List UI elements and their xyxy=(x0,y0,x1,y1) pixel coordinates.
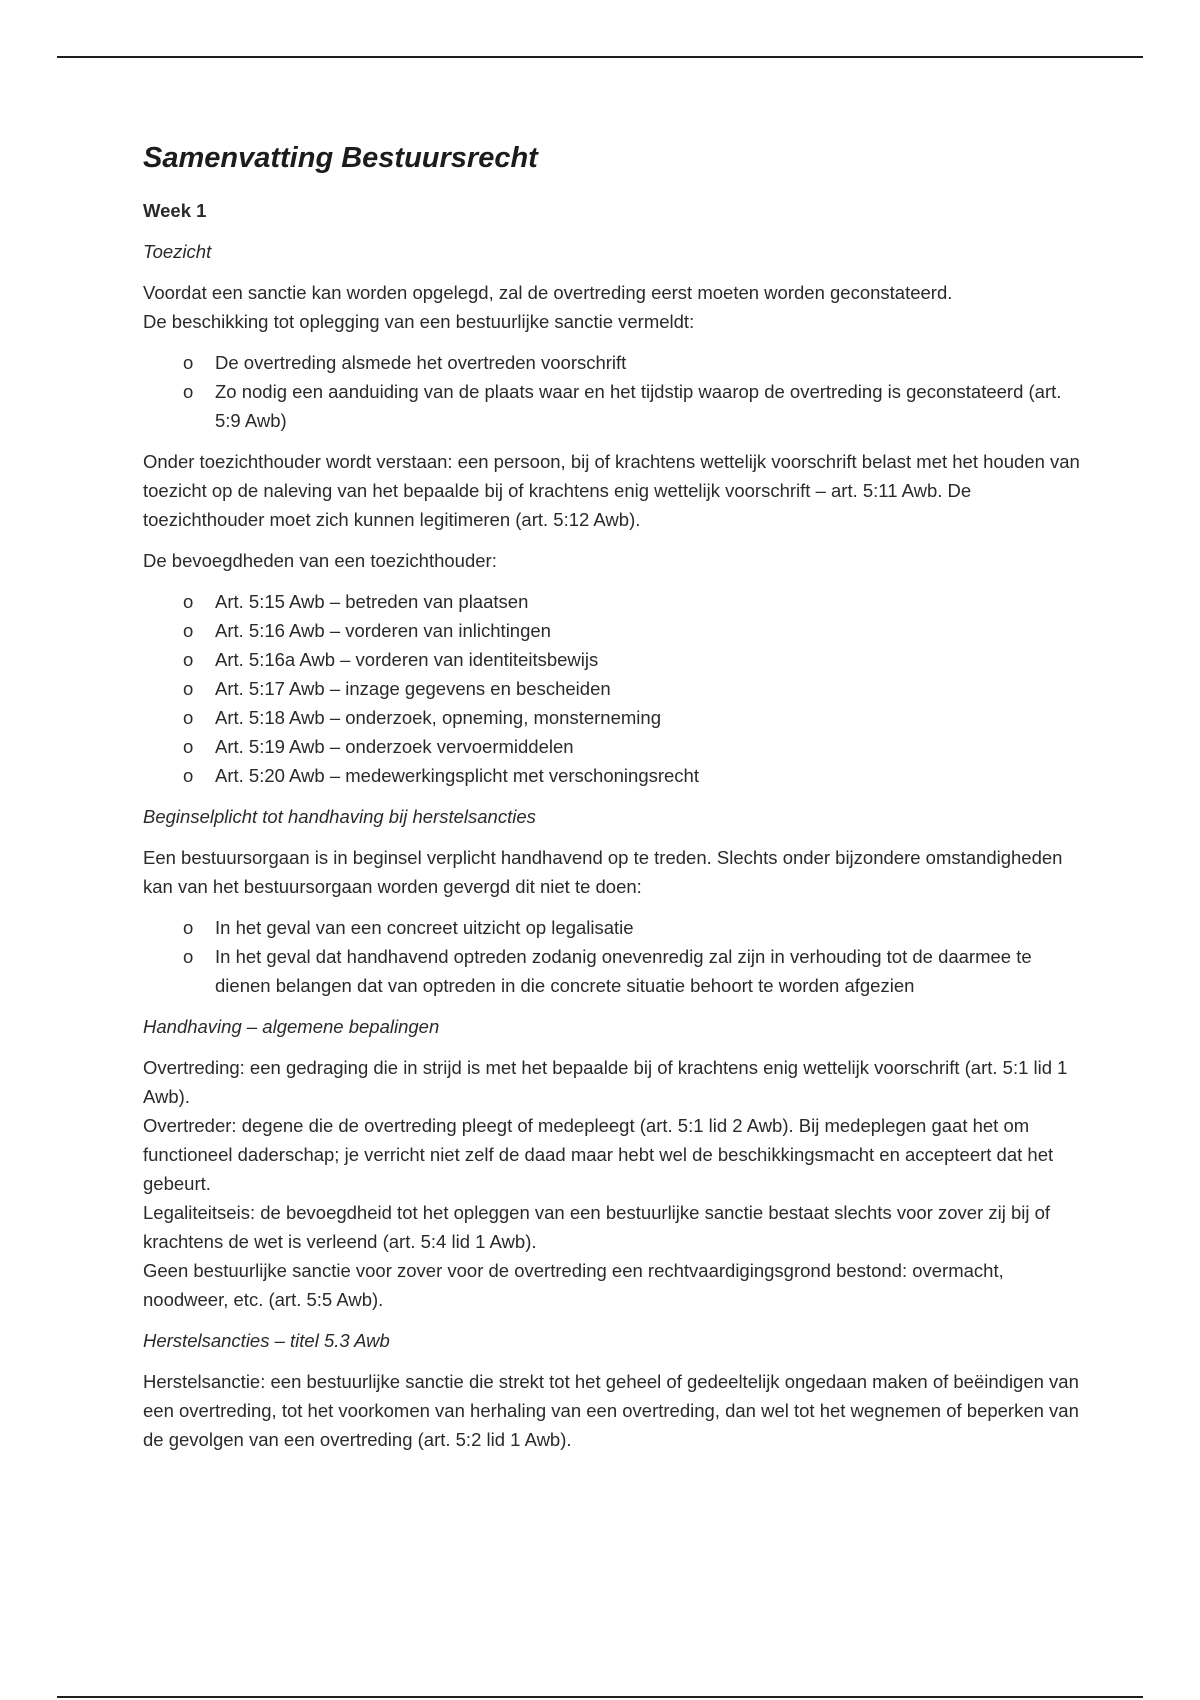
bullet-list xyxy=(143,913,1083,1000)
page-bottom-rule xyxy=(57,1696,1143,1698)
list-item: o Art. 5:16 Awb – vorderen van inlichtingen xyxy=(183,616,1083,645)
section-heading-beginselplicht: Beginselplicht tot handhaving bij herstelsancties xyxy=(143,806,536,827)
paragraph: Herstelsanctie: een bestuurlijke sanctie die strekt tot het geheel of gedeeltelijk ongedaan maken of beëindigen van een overtreding, tot het voorkomen van herhaling van een overtreding, dan wel tot het wegnemen of beperken van de gevolgen van een overtreding (art. 5:2 lid 1 Awb). xyxy=(143,1371,1079,1450)
document-page xyxy=(143,138,1083,1466)
paragraph xyxy=(143,278,1083,336)
bullet-icon: o xyxy=(183,765,194,786)
section-heading-toezicht: Toezicht xyxy=(143,241,212,262)
list-item: o In het geval dat handhavend optreden zodanig onevenredig zal zijn in verhouding tot de daarmee te dienen belangen dat van optreden in die concrete situatie behoort te worden afgezien xyxy=(183,942,1083,1000)
bullet-icon: o xyxy=(183,917,194,938)
paragraph: Een bestuursorgaan is in beginsel verplicht handhavend op te treden. Slechts onder bijzondere omstandigheden kan van het bestuursorgaan worden gevergd dit niet te doen: xyxy=(143,847,1063,897)
paragraph-line: De beschikking tot oplegging van een bestuurlijke sanctie vermeldt: xyxy=(143,311,695,332)
paragraph: De bevoegdheden van een toezichthouder: xyxy=(143,550,497,571)
bullet-icon: o xyxy=(183,620,194,641)
list-item: o Art. 5:17 Awb – inzage gegevens en bescheiden xyxy=(183,674,1083,703)
paragraph: Overtreder: degene die de overtreding pleegt of medepleegt (art. 5:1 lid 2 Awb). Bij medeplegen gaat het om functioneel daderschap; je verricht niet zelf de daad maar hebt wel de beschikkingsmacht en accepteert dat het gebeurt. xyxy=(143,1115,1054,1194)
list-item: o Art. 5:15 Awb – betreden van plaatsen xyxy=(183,587,1083,616)
bullet-icon: o xyxy=(183,591,194,612)
list-item: o Art. 5:18 Awb – onderzoek, opneming, monsterneming xyxy=(183,703,1083,732)
bullet-icon: o xyxy=(183,946,194,967)
page-top-rule xyxy=(57,56,1143,58)
list-item: o Art. 5:19 Awb – onderzoek vervoermiddelen xyxy=(183,732,1083,761)
paragraph-line: Voordat een sanctie kan worden opgelegd, zal de overtreding eerst moeten worden geconstateerd. xyxy=(143,282,953,303)
paragraph: Legaliteitseis: de bevoegdheid tot het opleggen van een bestuurlijke sanctie bestaat slechts voor zover zij bij of krachtens de wet is verleend (art. 5:4 lid 1 Awb). xyxy=(143,1202,1051,1252)
bullet-icon: o xyxy=(183,707,194,728)
bullet-icon: o xyxy=(183,352,194,373)
bullet-icon: o xyxy=(183,649,194,670)
paragraph: Onder toezichthouder wordt verstaan: een persoon, bij of krachtens wettelijk voorschrift belast met het houden van toezicht op de naleving van het bepaalde bij of krachtens enig wettelijk voorschrift – art. 5:11 Awb. De toezichthouder moet zich kunnen legitimeren (art. 5:12 Awb). xyxy=(143,451,1080,530)
bullet-icon: o xyxy=(183,736,194,757)
week-heading: Week 1 xyxy=(143,200,207,221)
list-item: o Art. 5:20 Awb – medewerkingsplicht met verschoningsrecht xyxy=(183,761,1083,790)
document-title: Samenvatting Bestuursrecht xyxy=(143,142,538,174)
bullet-icon: o xyxy=(183,381,194,402)
list-item: o In het geval van een concreet uitzicht op legalisatie xyxy=(183,913,1083,942)
paragraph: Overtreding: een gedraging die in strijd is met het bepaalde bij of krachtens enig wettelijk voorschrift (art. 5:1 lid 1 Awb). xyxy=(143,1057,1068,1107)
bullet-list xyxy=(143,348,1083,435)
list-item: o Zo nodig een aanduiding van de plaats waar en het tijdstip waarop de overtreding is geconstateerd (art. 5:9 Awb) xyxy=(183,377,1083,435)
paragraph: Geen bestuurlijke sanctie voor zover voor de overtreding een rechtvaardigingsgrond bestond: overmacht, noodweer, etc. (art. 5:5 Awb). xyxy=(143,1260,1004,1310)
list-item: o Art. 5:16a Awb – vorderen van identiteitsbewijs xyxy=(183,645,1083,674)
section-heading-herstelsancties: Herstelsancties – titel 5.3 Awb xyxy=(143,1330,390,1351)
list-item: o De overtreding alsmede het overtreden voorschrift xyxy=(183,348,1083,377)
bullet-list xyxy=(143,587,1083,790)
bullet-icon: o xyxy=(183,678,194,699)
section-heading-handhaving: Handhaving – algemene bepalingen xyxy=(143,1016,440,1037)
